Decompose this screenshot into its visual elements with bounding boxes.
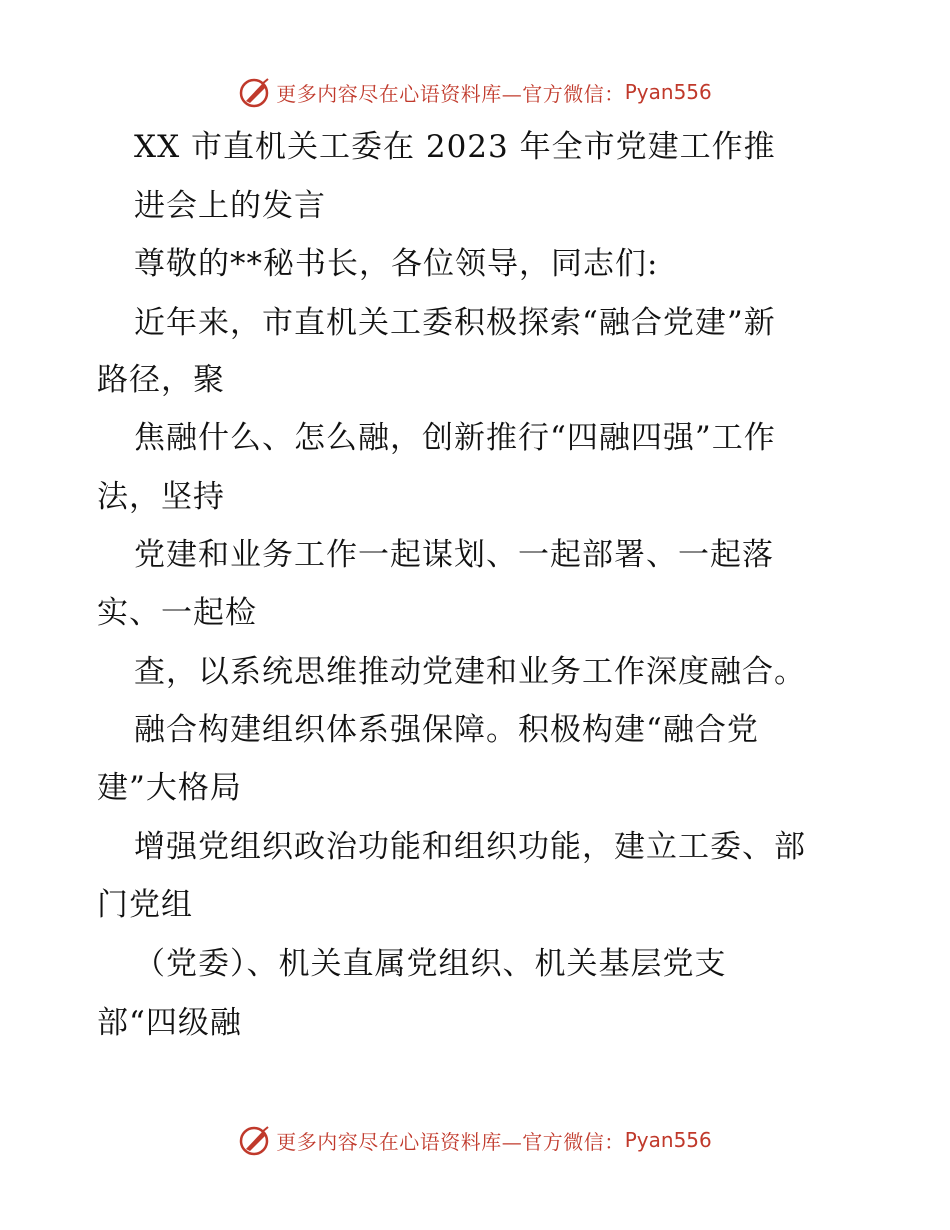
body-line: 建”大格局 [97,770,242,806]
body-line: 法，坚持 [97,479,225,515]
footer-watermark [0,1120,950,1160]
body-line: 焦融什么、怎么融，创新推行“四融四强”工作 [134,420,776,456]
body-line: 部“四级融 [97,1005,242,1041]
body-line: 近年来，市直机关工委积极探索“融合党建”新 [134,305,776,341]
title-line-1: XX 市直机关工委在 2023 年全市党建工作推 [134,129,776,165]
body-line: 融合构建组织体系强保障。积极构建“融合党 [134,712,759,748]
body-line: （党委）、机关直属党组织、机关基层党支 [134,946,727,982]
watermark-contact: Pyan556 [624,80,712,104]
pen-logo-icon [238,75,272,109]
salutation: 尊敬的**秘书长，各位领导，同志们: [134,246,659,282]
watermark-contact: Pyan556 [624,1128,712,1152]
body-line: 党建和业务工作一起谋划、一起部署、一起落 [134,537,774,573]
pen-logo-icon [238,1123,272,1157]
watermark-text: 更多内容尽在心语资料库—官方微信： [276,1129,625,1154]
body-line: 路径，聚 [97,362,225,398]
body-line: 增强党组织政治功能和组织功能，建立工委、部 [134,829,806,865]
body-line: 门党组 [97,887,193,923]
body-line: 实、一起检 [97,595,257,631]
body-line: 查，以系统思维推动党建和业务工作深度融合。 [134,654,806,690]
header-watermark [0,72,950,112]
watermark-text: 更多内容尽在心语资料库—官方微信： [276,81,625,106]
title-line-2: 进会上的发言 [134,188,326,224]
